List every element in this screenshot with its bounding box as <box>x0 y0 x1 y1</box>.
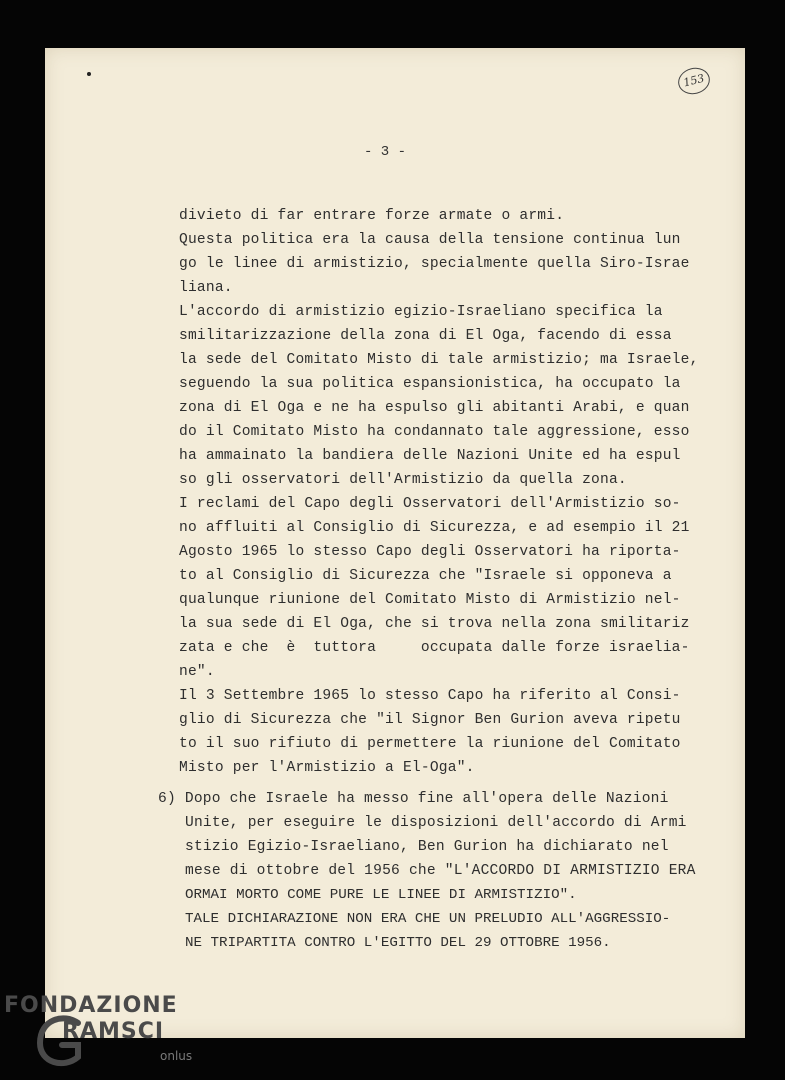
numbered-paragraph-line: 6) Dopo che Israele ha messo fine all'opera delle Nazioni <box>158 791 669 807</box>
text-line: seguendo la sua politica espansionistica, ha occupato la <box>179 376 681 392</box>
text-line: smilitarizzazione della zona di El Oga, facendo di essa <box>179 328 672 344</box>
text-line: ORMAI MORTO COME PURE LE LINEE DI ARMISTIZIO". <box>185 887 577 903</box>
watermark-line-1: FONDAZIONE <box>4 993 178 1018</box>
text-line: la sede del Comitato Misto di tale armistizio; ma Israele, <box>179 352 699 368</box>
text-line: L'accordo di armistizio egizio-Israeliano specifica la <box>179 304 663 320</box>
text-line: do il Comitato Misto ha condannato tale aggressione, esso <box>179 424 690 440</box>
text-line: Misto per l'Armistizio a El-Oga". <box>179 760 475 776</box>
text-line: divieto di far entrare forze armate o armi. <box>179 208 565 224</box>
text-line: Unite, per eseguire le disposizioni dell'accordo di Armi <box>185 815 687 831</box>
watermark-line-3: onlus <box>160 1049 193 1063</box>
text-line: go le linee di armistizio, specialmente quella Siro-Israe <box>179 256 690 272</box>
text-line: Questa politica era la causa della tensione continua lun <box>179 232 681 248</box>
text-line: zona di El Oga e ne ha espulso gli abitanti Arabi, e quan <box>179 400 690 416</box>
folio-stamp: 153 <box>675 65 712 98</box>
text-line: Agosto 1965 lo stesso Capo degli Osservatori ha riporta- <box>179 544 681 560</box>
page-number: - 3 - <box>363 144 406 160</box>
text-line: ha ammainato la bandiera delle Nazioni Unite ed ha espul <box>179 448 681 464</box>
text-line: glio di Sicurezza che "il Signor Ben Gurion aveva ripetu <box>179 712 681 728</box>
text-line: stizio Egizio-Israeliano, Ben Gurion ha dichiarato nel <box>185 839 669 855</box>
ink-dot <box>87 72 91 76</box>
text-line: zata e che è tuttora occupata dalle forze israelia- <box>179 640 690 656</box>
watermark-line-2: RAMSCI <box>62 1019 165 1044</box>
text-line: la sua sede di El Oga, che si trova nella zona smilitariz <box>179 616 690 632</box>
text-line: liana. <box>179 280 233 296</box>
text-line: NE TRIPARTITA CONTRO L'EGITTO DEL 29 OTTOBRE 1956. <box>185 935 611 951</box>
text-line: Il 3 Settembre 1965 lo stesso Capo ha riferito al Consi- <box>179 688 681 704</box>
text-line: ne". <box>179 664 215 680</box>
fondazione-gramsci-watermark <box>4 993 204 1075</box>
text-line: TALE DICHIARAZIONE NON ERA CHE UN PRELUDIO ALL'AGGRESSIO- <box>185 911 671 927</box>
text-line: no affluiti al Consiglio di Sicurezza, e ad esempio il 21 <box>179 520 690 536</box>
document-page <box>45 48 745 1038</box>
text-line: mese di ottobre del 1956 che "L'ACCORDO DI ARMISTIZIO ERA <box>185 863 696 879</box>
text-line: to il suo rifiuto di permettere la riunione del Comitato <box>179 736 681 752</box>
text-line: qualunque riunione del Comitato Misto di Armistizio nel- <box>179 592 681 608</box>
text-line: I reclami del Capo degli Osservatori dell'Armistizio so- <box>179 496 681 512</box>
text-line: so gli osservatori dell'Armistizio da quella zona. <box>179 472 627 488</box>
text-line: to al Consiglio di Sicurezza che "Israele si opponeva a <box>179 568 672 584</box>
